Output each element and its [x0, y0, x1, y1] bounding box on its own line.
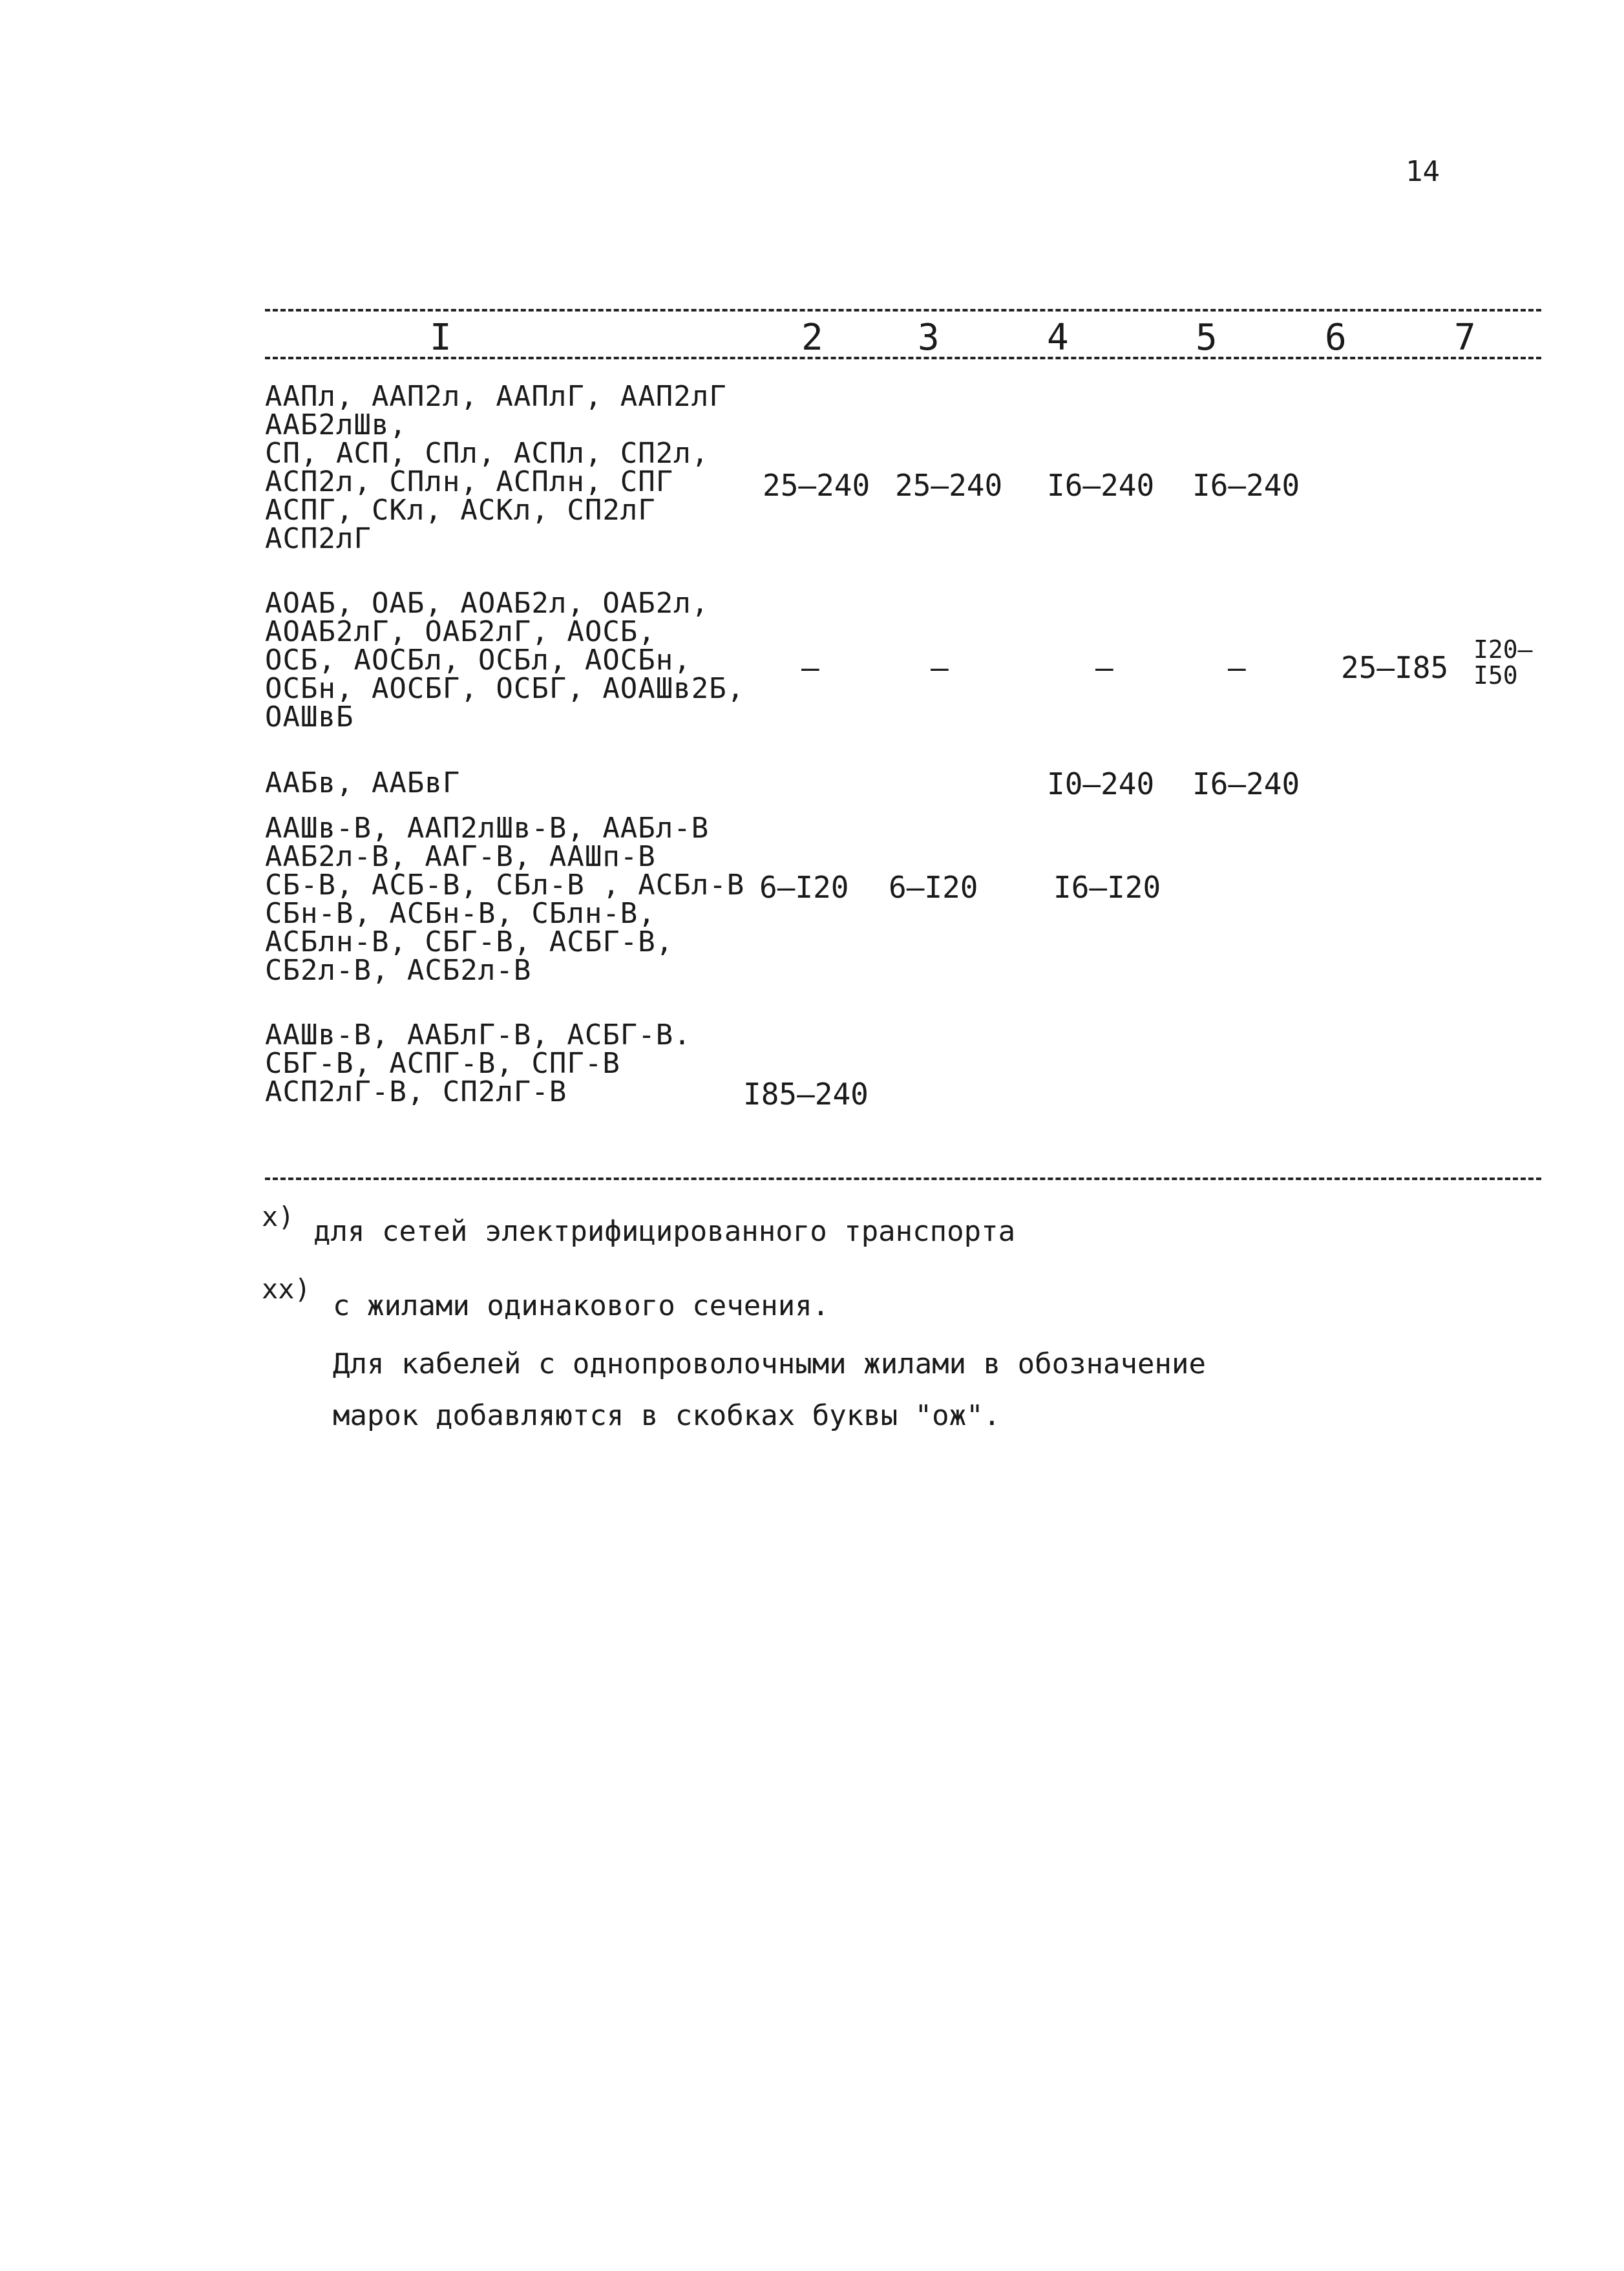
column-header-7: 7	[1454, 317, 1476, 359]
mark-line: АСПГ, СКл, АСКл, СП2лГ	[265, 494, 656, 527]
mark-line: АСП2л, СПлн, АСПлн, СПГ	[265, 465, 674, 498]
cell-col4: I6–240	[1047, 468, 1155, 503]
mark-line: ААПл, ААП2л, ААПлГ, ААП2лГ	[265, 380, 727, 413]
cell-col7: I20–I50	[1473, 637, 1533, 688]
footnote-text: для сетей электрифицированного транспорта	[313, 1215, 1016, 1248]
mark-line: АОАБ2лГ, ОАБ2лГ, АОСБ,	[265, 615, 656, 648]
cell-col4: –	[1095, 650, 1113, 685]
mark-line: СБн-В, АСБн-В, СБлн-В,	[265, 897, 656, 930]
column-header-2: 2	[801, 317, 823, 359]
footnote-mark: xx)	[262, 1273, 311, 1305]
mark-line: ААБв, ААБвГ	[265, 766, 461, 799]
cell-col6: 25–I85	[1341, 650, 1449, 685]
cell-col5: –	[1228, 650, 1246, 685]
column-header-6: 6	[1325, 317, 1347, 359]
column-header-3: 3	[918, 317, 940, 359]
column-header-1: I	[430, 317, 452, 359]
cell-col2: 6–I20	[759, 870, 849, 905]
mark-line: СБГ-В, АСПГ-В, СПГ-В	[265, 1047, 620, 1080]
cable-marks-cell	[265, 380, 727, 555]
mark-line: АСБлн-В, СБГ-В, АСБГ-В,	[265, 925, 674, 958]
note-line: Для кабелей с однопроволочными жилами в обозначение	[333, 1347, 1207, 1380]
mark-line: ААШв-В, ААБлГ-В, АСБГ-В.	[265, 1019, 691, 1051]
table-top-rule	[265, 309, 1541, 312]
footnote-text: с жилами одинакового сечения.	[333, 1289, 830, 1322]
cell-col4: I0–240	[1047, 766, 1155, 801]
mark-line: ААБ2л-В, ААГ-В, ААШп-В	[265, 840, 656, 873]
page-number: 14	[1406, 155, 1440, 188]
mark-line: АОАБ, ОАБ, АОАБ2л, ОАБ2л,	[265, 587, 710, 620]
mark-line: СП, АСП, СПл, АСПл, СП2л,	[265, 437, 710, 470]
note-line: марок добавляются в скобках буквы "ож".	[333, 1399, 1001, 1432]
mark-line: СБ2л-В, АСБ2л-В	[265, 954, 532, 987]
mark-line: ААБ2лШв,	[265, 408, 407, 441]
cable-marks-cell	[265, 1021, 691, 1106]
cell-col2: 25–240	[763, 468, 870, 503]
mark-line: СБ-В, АСБ-В, СБл-В , АСБл-В	[265, 869, 745, 902]
mark-line: АСП2лГ	[265, 522, 372, 555]
mark-line: ААШв-В, ААП2лШв-В, ААБл-В	[265, 812, 710, 845]
cell-col3: 25–240	[895, 468, 1003, 503]
cell-col3: 6–I20	[889, 870, 978, 905]
mark-line: АСП2лГ-В, СП2лГ-В	[265, 1075, 567, 1108]
cable-marks-cell	[265, 589, 744, 732]
cable-marks-cell	[265, 814, 744, 985]
cell-col5: I6–240	[1192, 468, 1300, 503]
mark-line: ОСБ, АОСБл, ОСБл, АОСБн,	[265, 644, 691, 677]
mark-line: ОСБн, АОСБГ, ОСБГ, АОАШв2Б,	[265, 672, 745, 705]
table-header-rule	[265, 357, 1541, 359]
column-header-5: 5	[1196, 317, 1218, 359]
footnote-mark: x)	[262, 1201, 295, 1232]
mark-line: ОАШвБ	[265, 701, 354, 734]
cell-col2: I85–240	[743, 1077, 869, 1112]
table-bottom-rule	[265, 1178, 1541, 1180]
cell-col5: I6–240	[1192, 766, 1300, 801]
cell-col3: –	[931, 650, 949, 685]
column-header-4: 4	[1047, 317, 1069, 359]
cell-col2: –	[801, 650, 819, 685]
cell-col4: I6–I20	[1053, 870, 1161, 905]
cable-marks-cell	[265, 766, 461, 799]
